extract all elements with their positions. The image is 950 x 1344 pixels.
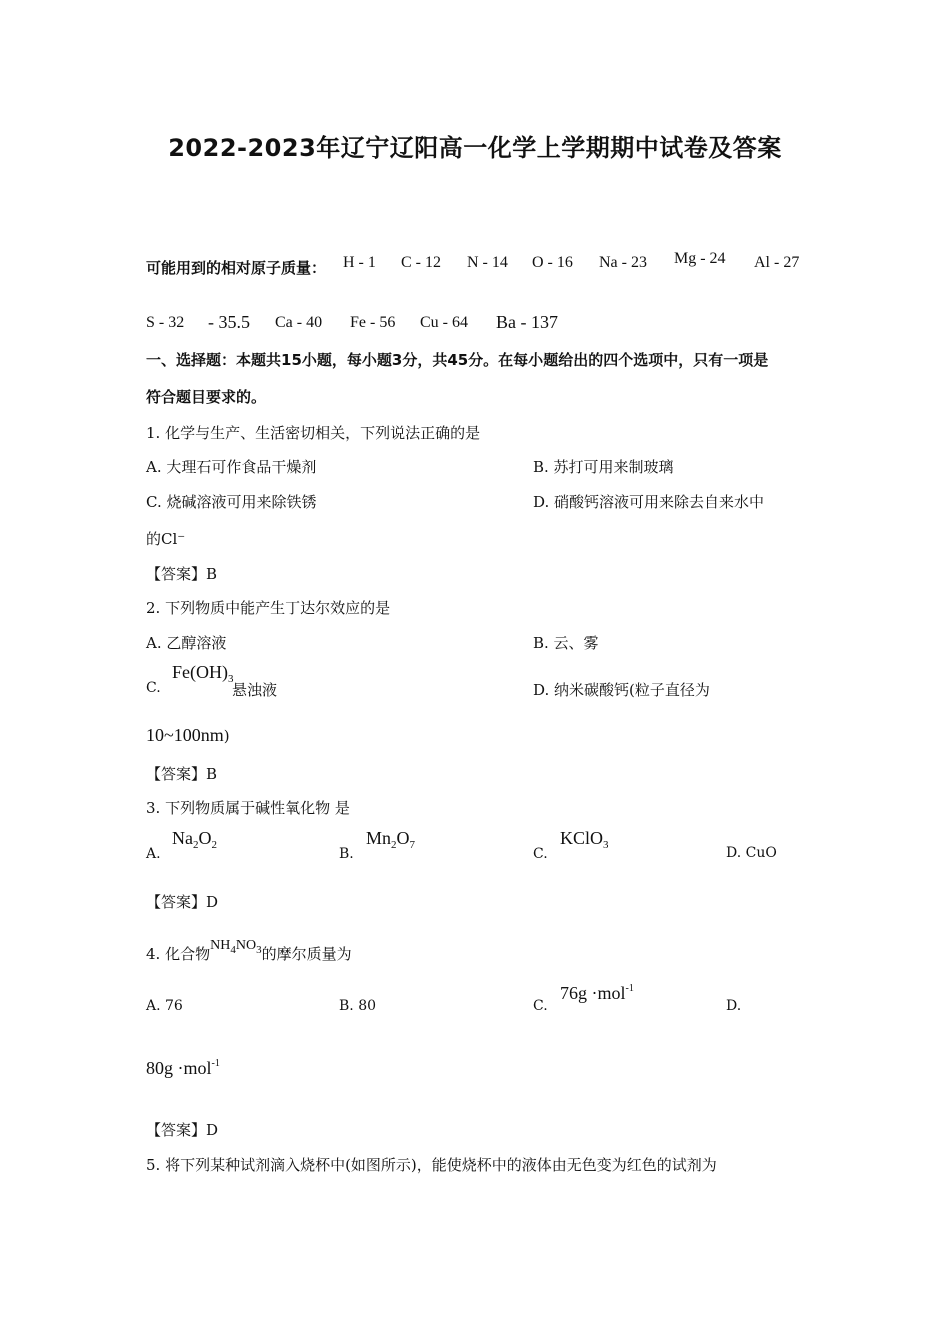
atomic-mass-c: C - 12 bbox=[401, 254, 441, 271]
question-2-option-d-continued: 10~100nm) bbox=[146, 725, 230, 745]
question-1-stem: 1. 化学与生产、生活密切相关，下列说法正确的是 bbox=[146, 424, 481, 442]
answer-value: D bbox=[206, 1121, 219, 1139]
atomic-mass-ba: Ba - 137 bbox=[496, 312, 558, 332]
section-heading-line2: 符合题目要求的。 bbox=[146, 388, 267, 406]
question-3-stem: 3. 下列物质属于碱性氧化物 是 bbox=[146, 799, 350, 817]
question-3-option-a-letter: A. bbox=[146, 846, 161, 862]
atomic-mass-al: Al - 27 bbox=[754, 254, 800, 271]
question-4-option-c-letter: C. bbox=[533, 998, 548, 1014]
section-heading-line1: 一、选择题：本题共15小题，每小题3分，共45分。在每小题给出的四个选项中，只有一项是 bbox=[146, 351, 769, 369]
question-2-option-b: B. 云、雾 bbox=[533, 634, 599, 652]
question-2-option-d: D. 纳米碳酸钙(粒子直径为 bbox=[533, 681, 710, 699]
answer-label: 【答案】 bbox=[146, 765, 207, 783]
question-2-stem: 2. 下列物质中能产生丁达尔效应的是 bbox=[146, 599, 391, 617]
question-4-formula: $NH_4NO_3$ bbox=[210, 938, 262, 956]
atomic-mass-cu: Cu - 64 bbox=[420, 314, 468, 331]
question-3-option-b-letter: B. bbox=[339, 846, 354, 862]
answer-value: D bbox=[206, 893, 219, 911]
atomic-mass-ca: Ca - 40 bbox=[275, 314, 323, 331]
atomic-mass-cl: - 35.5 bbox=[208, 312, 250, 332]
question-4-option-b: B. 80 bbox=[339, 998, 377, 1014]
answer-label: 【答案】 bbox=[146, 565, 207, 583]
question-1-option-d-continued: 的Cl⁻ bbox=[146, 530, 186, 548]
question-1-answer bbox=[146, 563, 217, 584]
question-1-option-b: B. 苏打可用来制玻璃 bbox=[533, 458, 674, 476]
question-4-answer bbox=[146, 1119, 218, 1140]
question-3-option-d: D. CuO bbox=[726, 845, 777, 861]
atomic-mass-s: S - 32 bbox=[146, 314, 185, 331]
atomic-mass-n: N - 14 bbox=[467, 254, 508, 271]
question-1-option-a: A. 大理石可作食品干燥剂 bbox=[146, 458, 317, 476]
question-4-option-c-value: 76g ·mol$^{-1}$ bbox=[560, 983, 634, 1003]
question-5-stem: 5. 将下列某种试剂滴入烧杯中(如图所示)，能使烧杯中的液体由无色变为红色的试剂为 bbox=[146, 1156, 717, 1174]
answer-value: B bbox=[206, 565, 218, 583]
question-2-answer bbox=[146, 763, 217, 784]
question-3-option-a-formula: $Na_2O_2$ bbox=[172, 828, 217, 851]
atomic-mass-h: H - 1 bbox=[343, 254, 376, 271]
question-3-option-b-formula: $Mn_2O_7$ bbox=[366, 828, 416, 851]
atomic-mass-o: O - 16 bbox=[532, 254, 573, 271]
question-3-answer bbox=[146, 891, 218, 912]
question-3-option-c-formula: KClO$_3$ bbox=[560, 828, 609, 851]
question-4-option-d-letter: D. bbox=[726, 998, 742, 1014]
question-3-option-c-letter: C. bbox=[533, 846, 548, 862]
answer-label: 【答案】 bbox=[146, 1121, 207, 1139]
question-2-option-a: A. 乙醇溶液 bbox=[146, 634, 227, 652]
question-2-option-c-text: 悬浊液 bbox=[232, 681, 278, 699]
question-1-option-c: C. 烧碱溶液可用来除铁锈 bbox=[146, 493, 317, 511]
atomic-mass-mg: Mg - 24 bbox=[674, 250, 726, 267]
answer-label: 【答案】 bbox=[146, 893, 207, 911]
atomic-mass-label: 可能用到的相对原子质量： bbox=[146, 259, 327, 277]
question-4-stem: 4. 化合物$NH_4NO_3$的摩尔质量为 bbox=[146, 938, 352, 963]
atomic-mass-fe: Fe - 56 bbox=[350, 314, 396, 331]
page-title: 2022-2023年辽宁辽阳高一化学上学期期中试卷及答案 bbox=[168, 134, 782, 162]
question-2-option-c-letter: C. bbox=[146, 680, 161, 696]
question-4-option-a: A. 76 bbox=[146, 998, 183, 1014]
question-4-option-d-value: 80g ·mol$^{-1}$ bbox=[146, 1058, 220, 1078]
atomic-mass-na: Na - 23 bbox=[599, 254, 647, 271]
answer-value: B bbox=[206, 765, 218, 783]
question-2-option-c-formula: $Fe(OH)_3$ bbox=[172, 662, 234, 685]
question-1-option-d: D. 硝酸钙溶液可用来除去自来水中 bbox=[533, 493, 765, 511]
